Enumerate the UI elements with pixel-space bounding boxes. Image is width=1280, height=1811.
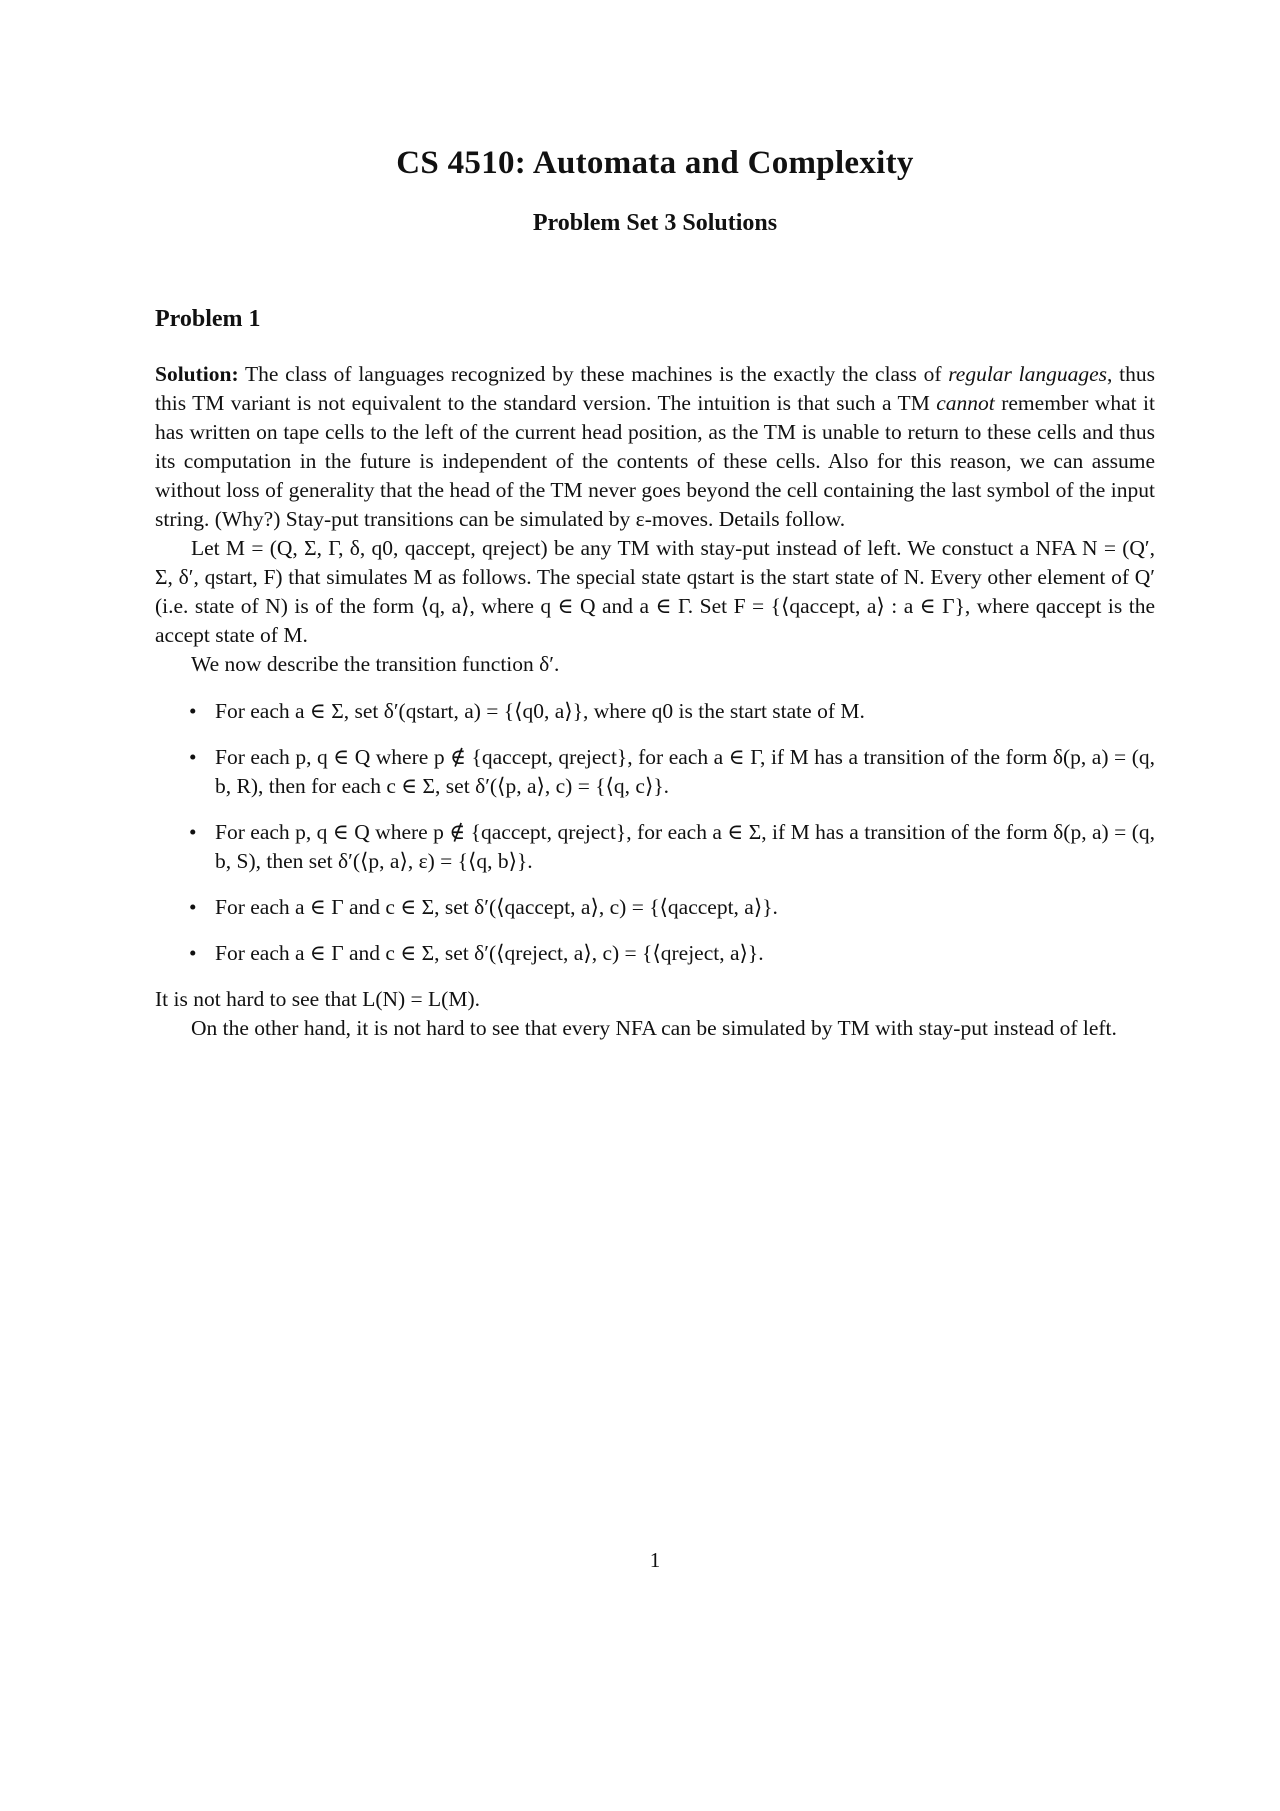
document-page	[155, 0, 1155, 1811]
page-subtitle: Problem Set 3 Solutions	[532, 210, 778, 236]
solution-intro-paragraph	[155, 360, 1155, 534]
intro-text-1: The class of languages recognized by these machines is the exactly the class of	[238, 362, 949, 386]
intro-text-2: , thus this TM variant is not equivalent to the standard version. The intuition is that such a TM	[155, 362, 1155, 415]
intro-emphasis-cannot: cannot	[936, 391, 995, 415]
intro-emphasis-regular-languages: regular languages	[948, 362, 1108, 386]
transition-item-4: • For each a ∈ Γ and c ∈ Σ, set δ′(⟨qaccept, a⟩, c) = {⟨qaccept, a⟩}.	[155, 893, 1155, 922]
solution-body	[155, 360, 1155, 1043]
intro-text-3: remember what it has written on tape cells to the left of the current head position, as the TM is unable to return to these cells and thus its computation in the future is independent of the contents of these cells. Also for this reason, we can assume without loss of generality that the head of the TM never goes beyond the cell containing the last symbol of the input string. (Why?) Stay-put transitions can be simulated by ε-moves. Details follow.	[155, 391, 1155, 531]
transition-item-3: • For each p, q ∈ Q where p ∉ {qaccept, qreject}, for each a ∈ Σ, if M has a transition of the form δ(p, a) = (q, b, S), then set δ′(⟨p, a⟩, ε) = {⟨q, b⟩}.	[155, 818, 1155, 876]
page-number: 1	[649, 1548, 661, 1572]
construction-paragraph: Let M = (Q, Σ, Γ, δ, q0, qaccept, qreject) be any TM with stay-put instead of left. We constuct a NFA N = (Q′, Σ, δ′, qstart, F) that simulates M as follows. The special state qstart is the start state of N. Every other element of Q′ (i.e. state of N) is of the form ⟨q, a⟩, where q ∈ Q and a ∈ Γ. Set F = {⟨qaccept, a⟩ : a ∈ Γ}, where qaccept is the accept state of M.	[155, 536, 1155, 647]
problem-heading: Problem 1	[155, 306, 261, 332]
page-title: CS 4510: Automata and Complexity	[396, 145, 914, 181]
transition-item-5: • For each a ∈ Γ and c ∈ Σ, set δ′(⟨qreject, a⟩, c) = {⟨qreject, a⟩}.	[155, 939, 1155, 968]
transition-item-2: • For each p, q ∈ Q where p ∉ {qaccept, qreject}, for each a ∈ Γ, if M has a transition of the form δ(p, a) = (q, b, R), then for each c ∈ Σ, set δ′(⟨p, a⟩, c) = {⟨q, c⟩}.	[155, 743, 1155, 801]
transition-list	[155, 697, 1155, 968]
transition-intro: We now describe the transition function δ′.	[191, 652, 560, 676]
solution-label: Solution:	[155, 362, 239, 386]
transition-item-1: • For each a ∈ Σ, set δ′(qstart, a) = {⟨q0, a⟩}, where q0 is the start state of M.	[155, 697, 1155, 726]
conclusion-paragraph: It is not hard to see that L(N) = L(M).	[155, 987, 480, 1011]
converse-paragraph: On the other hand, it is not hard to see that every NFA can be simulated by TM with stay-put instead of left.	[191, 1016, 1117, 1040]
